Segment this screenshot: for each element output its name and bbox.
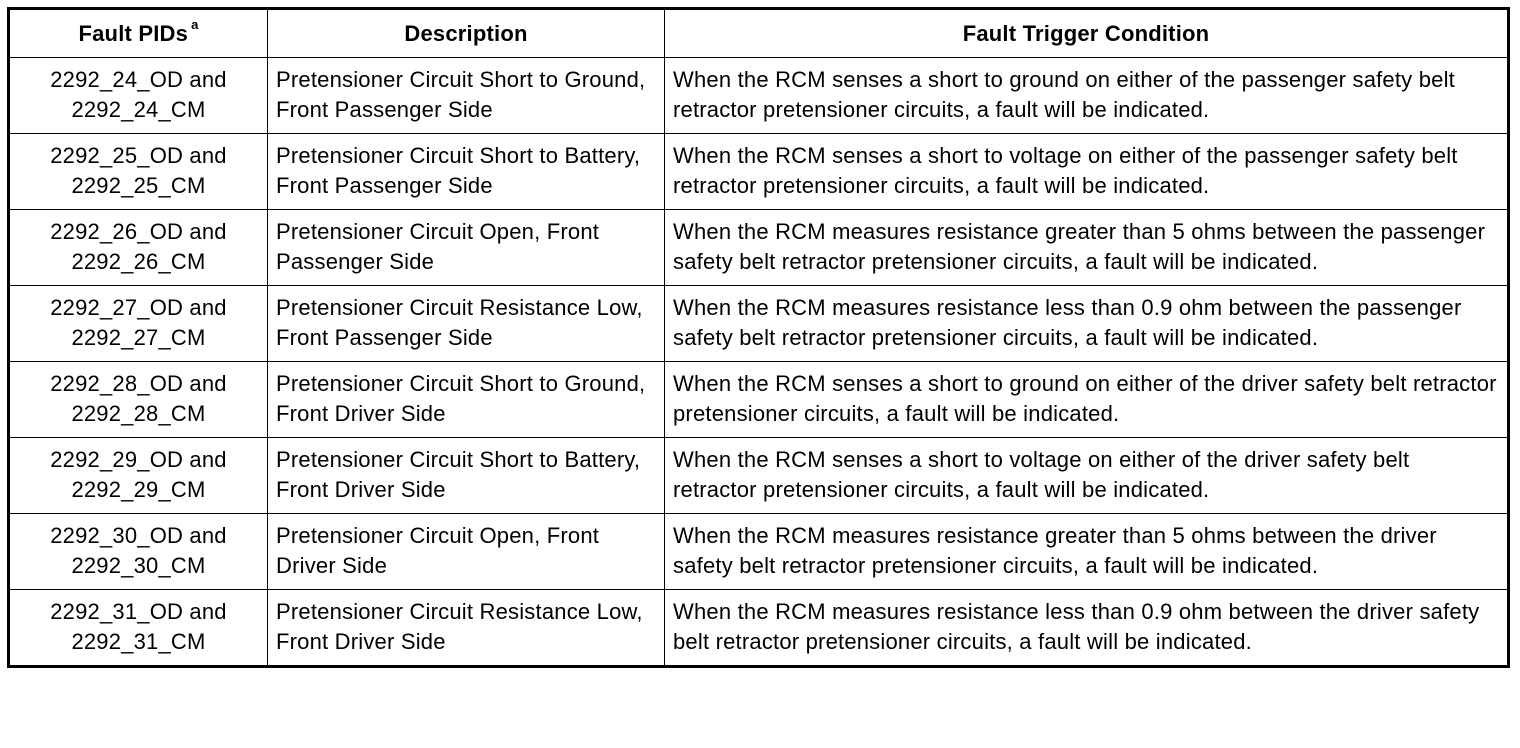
table-row (9, 134, 1509, 210)
condition-cell: When the RCM senses a short to voltage on either of the passenger safety belt retractor pretensioner circuits, a fault will be indicated. (665, 134, 1509, 210)
header-fault-trigger-condition: Fault Trigger Condition (665, 9, 1509, 58)
table-header (9, 9, 1509, 58)
fault-pid-table (7, 7, 1510, 668)
condition-cell: When the RCM measures resistance less than 0.9 ohm between the passenger safety belt retractor pretensioner circuits, a fault will be indicated. (665, 286, 1509, 362)
footnote-marker: a (191, 17, 199, 33)
fault-pid-cell (9, 58, 268, 134)
fault-pid-cell (9, 362, 268, 438)
table-body (9, 58, 1509, 667)
header-fault-pids (9, 9, 268, 58)
table-row (9, 362, 1509, 438)
header-row (9, 9, 1509, 58)
table-row (9, 514, 1509, 590)
pid-od: 2292_24_OD and (50, 67, 227, 92)
table-row (9, 58, 1509, 134)
pid-cm: 2292_28_CM (71, 401, 206, 426)
description-cell: Pretensioner Circuit Short to Battery, Front Passenger Side (268, 134, 665, 210)
pid-cm: 2292_30_CM (71, 553, 206, 578)
table-row (9, 438, 1509, 514)
condition-cell: When the RCM senses a short to ground on either of the driver safety belt retractor pretensioner circuits, a fault will be indicated. (665, 362, 1509, 438)
fault-pid-cell (9, 210, 268, 286)
header-fault-pids-label: Fault PIDs (78, 20, 189, 46)
header-description: Description (268, 9, 665, 58)
pid-od: 2292_25_OD and (50, 143, 227, 168)
pid-od: 2292_27_OD and (50, 295, 227, 320)
fault-pid-cell (9, 514, 268, 590)
condition-cell: When the RCM measures resistance less than 0.9 ohm between the driver safety belt retractor pretensioner circuits, a fault will be indicated. (665, 590, 1509, 667)
pid-od: 2292_26_OD and (50, 219, 227, 244)
pid-cm: 2292_29_CM (71, 477, 206, 502)
pid-od: 2292_28_OD and (50, 371, 227, 396)
pid-cm: 2292_27_CM (71, 325, 206, 350)
fault-pid-cell (9, 134, 268, 210)
pid-cm: 2292_31_CM (71, 629, 206, 654)
fault-pid-cell (9, 286, 268, 362)
pid-cm: 2292_25_CM (71, 173, 206, 198)
fault-pid-cell (9, 438, 268, 514)
condition-cell: When the RCM measures resistance greater than 5 ohms between the driver safety belt retractor pretensioner circuits, a fault will be indicated. (665, 514, 1509, 590)
pid-od: 2292_30_OD and (50, 523, 227, 548)
fault-pid-cell (9, 590, 268, 667)
description-cell: Pretensioner Circuit Short to Ground, Front Passenger Side (268, 58, 665, 134)
condition-cell: When the RCM measures resistance greater than 5 ohms between the passenger safety belt retractor pretensioner circuits, a fault will be indicated. (665, 210, 1509, 286)
pid-od: 2292_29_OD and (50, 447, 227, 472)
description-cell: Pretensioner Circuit Open, Front Passenger Side (268, 210, 665, 286)
pid-cm: 2292_24_CM (71, 97, 206, 122)
description-cell: Pretensioner Circuit Open, Front Driver Side (268, 514, 665, 590)
description-cell: Pretensioner Circuit Short to Ground, Front Driver Side (268, 362, 665, 438)
table-row (9, 590, 1509, 667)
condition-cell: When the RCM senses a short to voltage on either of the driver safety belt retractor pretensioner circuits, a fault will be indicated. (665, 438, 1509, 514)
pid-cm: 2292_26_CM (71, 249, 206, 274)
pid-od: 2292_31_OD and (50, 599, 227, 624)
table-row (9, 210, 1509, 286)
table-row (9, 286, 1509, 362)
description-cell: Pretensioner Circuit Short to Battery, Front Driver Side (268, 438, 665, 514)
description-cell: Pretensioner Circuit Resistance Low, Front Driver Side (268, 590, 665, 667)
condition-cell: When the RCM senses a short to ground on either of the passenger safety belt retractor pretensioner circuits, a fault will be indicated. (665, 58, 1509, 134)
description-cell: Pretensioner Circuit Resistance Low, Front Passenger Side (268, 286, 665, 362)
